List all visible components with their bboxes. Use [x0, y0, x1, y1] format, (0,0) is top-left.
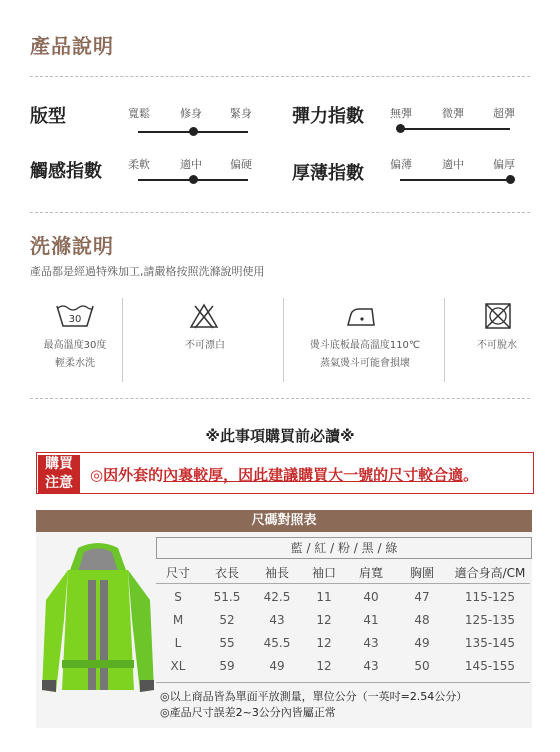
stretch-indicator: [396, 124, 405, 133]
stretch-option-1: 無彈: [390, 107, 412, 120]
divider: [30, 398, 530, 399]
table-row: XL 59 49 12 43 50 145-155: [170, 659, 516, 673]
stretch-label: 彈力指數: [292, 106, 364, 127]
jacket-image: [38, 540, 158, 724]
header-size: 尺寸: [165, 566, 190, 580]
header-chest: 胸圍: [409, 566, 434, 580]
thickness-label: 厚薄指數: [292, 163, 364, 184]
warning-emphasis: 內裏較厚，因此建議購買大一號的尺寸較合適: [163, 466, 464, 484]
table-row: S 51.5 42.5 11 40 47 115-125: [174, 590, 516, 604]
product-title: 產品說明: [30, 34, 114, 58]
table-row: L 55 45.5 12 43 49 135-145: [174, 636, 516, 650]
table-row: M 52 43 12 41 48 125-135: [172, 613, 516, 627]
wash-subtitle: 產品都是經過特殊加工,請嚴格按照洗滌說明使用: [30, 265, 265, 278]
fit-option-2: 修身: [180, 107, 202, 120]
thickness-option-1: 偏薄: [390, 158, 412, 171]
header-height: 適合身高/CM: [454, 566, 526, 580]
separator: [122, 298, 123, 382]
fit-label: 版型: [30, 106, 66, 127]
size-note-1: ◎以上商品皆為單面平放測量，單位公分（一英吋=2.54公分）: [160, 690, 468, 703]
wash-item-3: [300, 337, 430, 373]
notice-title: ※此事項購買前必讀※: [205, 427, 355, 445]
wash-item-3-line1: 燙斗底板最高溫度110℃: [309, 340, 421, 351]
warning-label: 購買 注意: [38, 455, 80, 493]
thickness-indicator: [506, 175, 515, 184]
thickness-option-2: 適中: [442, 158, 464, 171]
color-options: 藍 / 紅 / 粉 / 黑 / 綠: [156, 537, 532, 559]
wash-item-3-line2: 蒸氣燙斗可能會損壞: [320, 358, 410, 369]
iron-icon: [345, 306, 379, 332]
divider: [30, 212, 530, 213]
touch-option-3: 偏硬: [230, 158, 252, 171]
warning-text: ◎因外套的內裏較厚，因此建議購買大一號的尺寸較合適。: [90, 466, 479, 484]
wash-item-2: [150, 337, 260, 355]
header-rule: [156, 583, 530, 584]
stretch-track: [400, 128, 510, 130]
header-shoulder: 肩寬: [358, 566, 383, 580]
separator: [283, 298, 284, 382]
wash-item-2-line1: 不可漂白: [185, 340, 225, 351]
thickness-track: [400, 179, 510, 181]
no-tumble-dry-icon: [484, 302, 512, 334]
fit-option-3: 緊身: [230, 107, 252, 120]
wash-item-4: [442, 337, 552, 355]
stretch-option-2: 微彈: [442, 107, 464, 120]
wash-item-1-line2: 輕柔水洗: [55, 358, 95, 369]
touch-option-1: 柔軟: [128, 158, 150, 171]
header-length: 衣長: [214, 566, 239, 580]
wash-item-4-line1: 不可脫水: [477, 340, 517, 351]
divider: [30, 76, 530, 77]
wash-item-1-line1: 最高溫度30度: [43, 340, 107, 351]
touch-option-2: 適中: [180, 158, 202, 171]
svg-text:30: 30: [68, 314, 82, 325]
wash-title: 洗滌說明: [30, 234, 114, 258]
touch-label: 觸感指數: [30, 161, 102, 182]
wash-item-1: [20, 337, 130, 373]
header-cuff: 袖口: [311, 566, 336, 580]
thickness-option-3: 偏厚: [493, 158, 515, 171]
fit-option-1: 寬鬆: [128, 107, 150, 120]
table-header: [156, 560, 530, 582]
size-note-2: ◎產品尺寸誤差2~3公分內皆屬正常: [160, 706, 336, 719]
wash-30-icon: [55, 300, 95, 334]
table-rule: [156, 682, 530, 683]
fit-indicator: [189, 127, 198, 136]
no-bleach-icon: [189, 302, 219, 334]
stretch-option-3: 超彈: [493, 107, 515, 120]
touch-indicator: [189, 175, 198, 184]
header-sleeve: 袖長: [264, 566, 289, 580]
size-chart-title: 尺碼對照表: [36, 510, 532, 532]
